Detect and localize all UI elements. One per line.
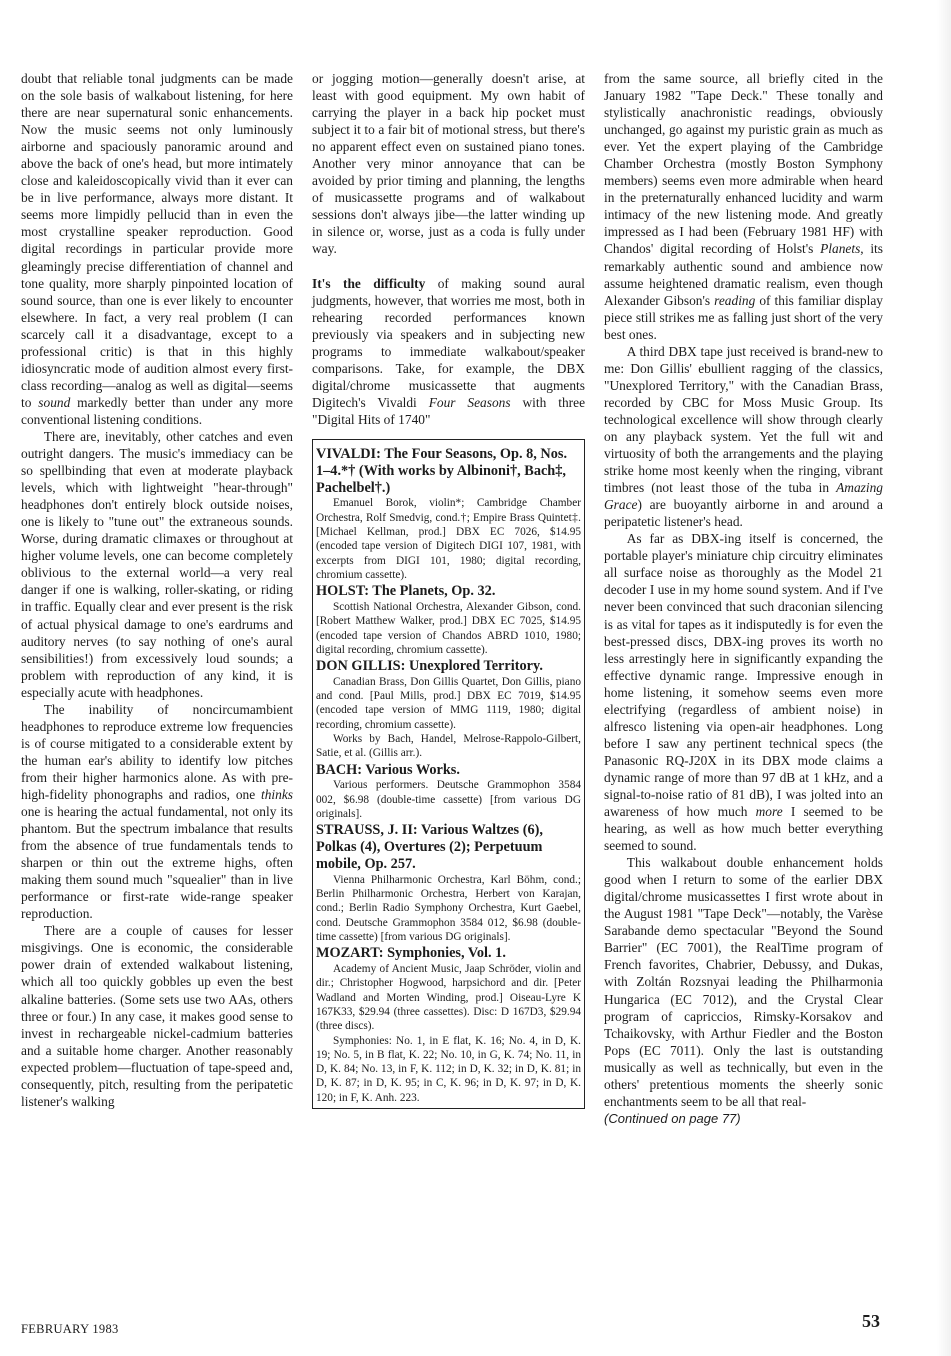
listing-heading: STRAUSS, J. II: Various Waltzes (6), Polkas (4), Overtures (2); Perpetuum mobile, Op. 257. bbox=[316, 822, 543, 872]
text: from the same source, all briefly cited in the January 1982 "Tape Deck." These tonally and stylistically anachronistic readings, obviously unchanged, go against my puristic grain as much as ever. Yet the expert playing of the Cambridge Chamber Orchestra (mostly Boston Symphony members) seems even more admirable when heard in the preternaturally enhanced lucidity and warm intimacy of the new listening mode. And greatly impressed as I had been (February 1981 HF) with Chandos' digital recording of Holst's bbox=[604, 71, 883, 257]
text: As far as DBX-ing itself is concerned, the portable player's miniature chip circuitry eliminates all surface noise as thoroughly as the Model 21 decoder I use in my home sound system. And if I've never been convinced that such draconian silencing is as vital for tapes as it indisputedly is for even the best-pressed discs, DBX-ing proves its worth no less arrestingly here in significantly expanding the effective dynamic range. Impressive enough in home listening, it somehow seems even more electrifying (regardless of ambient noise) in alfresco listening via open-air headphones. Long before I saw any pertinent technical specs (the Panasonic RQ-J20X in its DBX mode claims a dynamic range of more than 97 dB at 1 kHz, and a signal-to-noise ratio of 81 dB), I was jolted into an awareness of how much bbox=[604, 531, 883, 820]
text: with three "Digital Hits of 1740" bbox=[312, 394, 586, 427]
paragraph: or jogging motion—generally doesn't arise, at least with good equipment. My own habit of carrying the player in a back hip pocket must subject it to a fair bit of motional stress, but there's no apparent effect even on sustained piano tones. Another very minor annoyance that can be avoided by prior timing and planning, the lengths of musicassette programs and of walkabout sessions don't always jibe—the latter winding up in silence or, worse, just as a coda is fully under way. bbox=[312, 71, 585, 257]
text: markedly better than under any more conventional listening conditions. bbox=[21, 394, 293, 427]
paragraph: There are, inevitably, other catches and even outright dangers. The music's immediacy can be so spellbinding that even at moderate playback levels, which with lightweight "hear-through" headphones don't entirely block outside noises, one is likely to "tune out" the extraneous sounds. Worse, during dramatic climaxes or throughout at higher volume levels, one can become completely oblivious to the external world—a very real danger if one is walking, roller-skating, or riding in traffic. Equally clear and ever present is the risk of actual physical damage to one's eardrums and auditory nerves (to say nothing of one's aural sensibilities!) from excessively loud sounds; a problem with reproduction of any kind, it is especially acute with headphones. bbox=[21, 428, 293, 700]
listing-details: Various performers. Deutsche Grammophon 3584 002, $6.98 (double-time cassette) [from various DG originals]. bbox=[316, 779, 581, 821]
listing-heading: MOZART: Symphonies, Vol. 1. bbox=[316, 945, 506, 962]
continued-notice bbox=[604, 1110, 883, 1127]
listing-details: Academy of Ancient Music, Jaap Schröder, violin and dir.; Christopher Hogwood, harpsichord and dir. [Peter Wadland and Morten Winding, prod.] Oiseau-Lyre K 167K33, $29.94 (three cassettes). Disc: D 167D3, $29.94 (three discs). bbox=[316, 963, 581, 1033]
listing-heading: DON GILLIS: Unexplored Territory. bbox=[316, 658, 543, 675]
listing-heading: VIVALDI: The Four Seasons, Op. 8, Nos. 1–4.*† (With works by Albinoni†, Bach‡, Pachelbel†.) bbox=[316, 445, 568, 496]
listing-details: Vienna Philharmonic Orchestra, Karl Böhm, cond.; Berlin Philharmonic Orchestra, Herbert von Karajan, cond.; Berlin Radio Symphony Orchestra, Kurt Gaebel, cond. Deutsche Grammophon 3584 012, $6.98 (double-time cassette) [from various DG originals]. bbox=[316, 873, 581, 943]
text: A third DBX tape just received is brand-new to me: Don Gillis' ebullient ragging of the classics, "Unexplored Territory," with the Canadian Brass, recorded by CBC for Moss Music Group. Its technological excellence will show through clearly on any playback system. Yet the full wit and virtuosity of both the arrangements and the playing strike home most keenly when the ringing, vibrant timbres (not least those of the tuba in bbox=[604, 343, 883, 496]
text: one is hearing the actual fundamental, not only its phantom. But the spectrum imbalance that results from the absence of true fundamentals tends to sharpen or thin out the extreme highs, often making them sound much "squealier" than in live performance or first-rate wide-range speaker reproduction. bbox=[21, 804, 293, 922]
text: , its remarkably authentic sound and ambience now assume heightened dramatic realism, even though Alexander Gibson's bbox=[604, 241, 883, 308]
paragraph bbox=[604, 70, 883, 343]
listing-details: Works by Bach, Handel, Melrose-Rappolo-Gilbert, Satie, et al. (Gillis arr.). bbox=[316, 733, 581, 760]
text: The inability of noncircumambient headphones to reproduce extreme low frequencies is of course mitigated to a considerable extent by the human ear's ability to identify low pitches from their higher harmonics alone. As with pre-high-fidelity phonographs and radios, one bbox=[21, 701, 293, 802]
column-2 bbox=[312, 70, 585, 1109]
column-3 bbox=[604, 70, 883, 1127]
text: I seemed to be hearing, as well as how much better everything seemed to sound. bbox=[604, 804, 883, 854]
text: doubt that reliable tonal judgments can be made on the sole basis of walkabout listening, for here there are near supernatural sonic enhancements. Now the music seems not only luminously airborne and spaciously panoramic around and above the back of one's head, but more intimately close and kaleidoscopically vivid than it ever can be in live performance, always more distant. It seems more limpidly pellucid than in even the most crystalline speaker reproduction. Good digital recordings in particular provide more gleamingly precise differentiation of channel and tone quality, more sharply pinpointed location of sound source, than one is ever likely to encounter elsewhere. In fact, a very real problem (I can scarcely call it a disadvantage, except to a professional critic) is that in this highly idiosyncratic mode of audition almost every first-class recording—analog as well as digital—seems to bbox=[21, 71, 293, 410]
paragraph bbox=[604, 530, 883, 854]
paragraph bbox=[312, 275, 585, 428]
paragraph: There are a couple of causes for lesser misgivings. One is economic, the considerable power drain of extended walkabout listening, which all too quickly gobbles up even the best alkaline batteries. (Some sets use two AAs, others three or four.) In any case, it makes good sense to invest in rechargeable nickel-cadmium batteries and a suitable home charger. Another reasonably expected problem—fluctuation of tape-speed and, consequently, pitch, resulting from the peripatetic listener's walking bbox=[21, 923, 293, 1109]
continued-link-text: (Continued on page 77) bbox=[604, 1110, 741, 1126]
issue-date: FEBRUARY 1983 bbox=[21, 1322, 119, 1336]
emphasis: Amazing Grace bbox=[604, 480, 883, 513]
text: of making sound aural judgments, however, that worries me most, both in rehearing recorded performances known previously via speakers and in subjecting new programs to immediate walkabout/speaker comparisons. Take, for example, the DBX digital/chrome musicassette that augments Digitech's Vivaldi bbox=[312, 275, 585, 410]
paragraph: This walkabout double enhancement holds good when I return to some of the earlier DBX digital/chrome musicassettes I first wrote about in the August 1981 "Tape Deck"—notably, the Varèse Sarabande demo spectacular "Beyond the Sound Barrier" (EC 7001), the RealTime program of French favorites, Chabrier, Debussy, and Dukas, with Zoltán Rozsnyai leading the Philharmonia Hungarica (EC 7012), and the Crystal Clear program of capriccios, Rimsky-Korsakov and Tchaikovsky, with Arthur Fiedler and the Boston Pops (EC 7011). Only the last is outstanding musically as well as technically, but even in the others' pretentious moments the sheerly sonic enchantments seem to be all that real- bbox=[604, 855, 883, 1109]
emphasis: Planets bbox=[820, 241, 861, 257]
listing-details: Canadian Brass, Don Gillis Quartet, Don Gillis, piano and cond. [Paul Mills, prod.] DBX EC 7019, $14.95 (encoded tape version of MMG 1119, 1980; digital recording, chromium cassette). bbox=[316, 675, 581, 731]
paragraph bbox=[21, 70, 293, 428]
listing-details: Symphonies: No. 1, in E flat, K. 16; No. 4, in D, K. 19; No. 5, in B flat, K. 22; No. 10, in G, K. 74; No. 11, in D, K. 84; No. 13, in F, K. 112; in D, K. 32; in D, K. 81; in D, K. 87; in D, K. 95; in C, K. 96; in D, K. 97; in D, K. 120; in F, K. Anh. 223. bbox=[316, 1034, 581, 1104]
text: ) are buoyantly airborne in and around a peripatetic listener's head. bbox=[604, 497, 883, 530]
emphasis: Four Seasons bbox=[428, 394, 511, 410]
column-1 bbox=[21, 70, 293, 1110]
listing-heading: BACH: Various Works. bbox=[316, 761, 460, 778]
page-number: 53 bbox=[862, 1311, 880, 1331]
emphasis: more bbox=[755, 804, 783, 820]
review-listings-box bbox=[312, 439, 585, 1109]
listing-details: Scottish National Orchestra, Alexander Gibson, cond. [Robert Matthew Walker, prod.] DBX EC 7025, $14.95 (encoded tape version of Chandos ABRD 1010, 1980; digital recording, chromium cassette). bbox=[316, 600, 581, 656]
paragraph bbox=[21, 701, 293, 923]
lead-in: It's the difficulty bbox=[312, 275, 426, 291]
emphasis: reading bbox=[714, 292, 756, 308]
listing-heading: HOLST: The Planets, Op. 32. bbox=[316, 583, 496, 600]
emphasis: thinks bbox=[261, 786, 293, 802]
emphasis: sound bbox=[38, 394, 71, 410]
page-edge-shadow bbox=[937, 0, 951, 1356]
text: of this familiar display piece still strikes me as falling just short of the very best ones. bbox=[604, 292, 883, 342]
listing-details: Emanuel Borok, violin*; Cambridge Chamber Orchestra, Rolf Smedvig, cond.†; Empire Brass Quintet‡. [Michael Kellman, prod.] DBX EC 7026, $14.95 (encoded tape version of Digitech DIGI 107, 1981, with excerpts from DIGI 101, 1980; digital recording, chromium cassette). bbox=[316, 497, 581, 581]
paragraph bbox=[604, 343, 883, 531]
